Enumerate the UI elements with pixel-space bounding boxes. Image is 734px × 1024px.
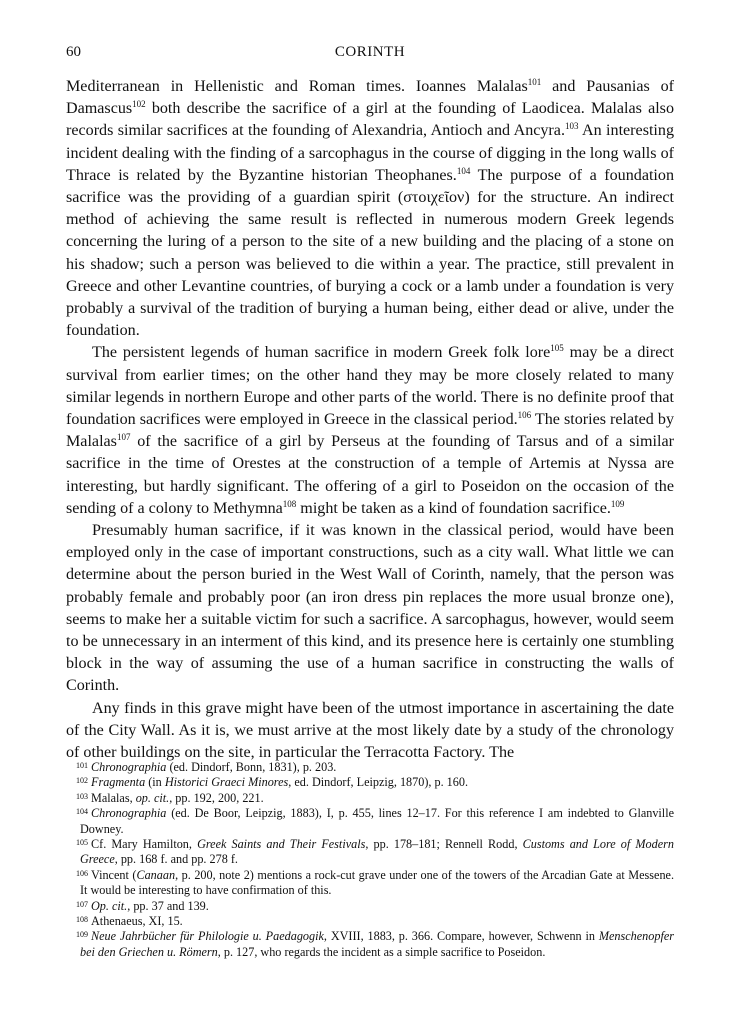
footnote-number: 104 <box>76 807 88 817</box>
text-run: , ed. Dindorf, Leipzig, 1870), p. 160. <box>288 775 468 790</box>
footnote-reference[interactable]: 106 <box>517 410 532 421</box>
text-run: both describe the sacrifice of a girl at the founding of Laodicea. Malalas also records similar sacrifices at the founding of Alexandria, Antioch and Ancyra. <box>66 100 674 140</box>
footnote-reference[interactable]: 103 <box>564 121 579 132</box>
text-run: The stories related by Malalas <box>66 411 674 451</box>
footnote-number: 107 <box>76 899 88 909</box>
footnote-reference[interactable]: 109 <box>610 498 625 509</box>
footnote-reference[interactable]: 101 <box>527 77 542 87</box>
footnote <box>66 775 674 790</box>
text-run: , XVIII, 1883, p. 366. Compare, however, Schwenn in <box>323 929 599 944</box>
italic-text: op. cit. <box>135 790 170 805</box>
body-text <box>66 76 674 764</box>
text-run: Mediterranean in Hellenistic and Roman times. Ioannes Malalas <box>66 78 528 95</box>
footnote <box>66 760 674 775</box>
footnote-reference[interactable]: 104 <box>456 165 471 176</box>
text-run: (ed. Dindorf, Bonn, 1831), p. 203. <box>166 760 337 774</box>
text-run: , pp. 178–181; Rennell Rodd, <box>365 837 523 852</box>
footnote <box>66 929 674 960</box>
footnote-reference[interactable]: 108 <box>282 498 297 509</box>
text-run: The purpose of a foundation sacrifice was the providing of a guardian spirit (στοιχεῖον) for the structure. An indirect method of achieving the same result is reflected in numerous modern Greek legends concerning the luring of a person to the site of a new building and the placing of a stone on his shadow; such a person was believed to die within a year. The practice, still prevalent in Greece and other Levantine countries, of burying a cock or a lamb under a foundation is very probably a survival of the tradition of burying a human being, either dead or alive, under the foundation. <box>66 166 674 340</box>
text-run: , pp. 168 f. and pp. 278 f. <box>114 852 238 867</box>
text-run: An interesting incident dealing with the finding of a sarcophagus in the course of digging in the long walls of Thrace is related by the Byzantine historian Theophanes. <box>66 122 674 184</box>
body-paragraph <box>66 342 674 520</box>
text-run: (in <box>145 775 165 790</box>
footnote-reference[interactable]: 102 <box>132 99 146 110</box>
body-paragraph <box>66 520 674 698</box>
footnote <box>66 868 674 899</box>
page-header <box>66 44 674 64</box>
footnotes <box>66 760 674 960</box>
footnote-number: 109 <box>76 930 88 940</box>
text-run: might be taken as a kind of foundation sacrifice. <box>296 499 611 517</box>
text-run: may be a direct survival from earlier times; on the other hand they may be more closely related to many similar legends in northern Europe and other parts of the world. There is no definite proof that foundation sacrifices were employed in Greece in the classical period. <box>66 344 674 429</box>
text-run: , p. 200, note 2) mentions a rock-cut grave under one of the towers of the Arcadian Gate at Messene. It would be interesting to have confirmation of this. <box>80 867 675 898</box>
footnote <box>66 914 674 929</box>
running-title: CORINTH <box>334 44 406 60</box>
text-run: Vincent ( <box>91 867 137 882</box>
footnote <box>66 899 674 914</box>
italic-text: Chronographia <box>91 760 167 774</box>
italic-text: Chronographia <box>91 806 167 821</box>
footnote-number: 101 <box>76 761 88 770</box>
text-run: The persistent legends of human sacrifice in modern Greek folk lore <box>92 344 551 362</box>
text-run: of the sacrifice of a girl by Perseus at the founding of Tarsus and of a similar sacrifice in the time of Orestes at the construction of a temple of Artemis at Nyssa are interesting, but hardly significant. The offering of a girl to Poseidon on the occasion of the sending of a colony to Methymna <box>66 433 674 517</box>
italic-text: Neue Jahrbücher für Philologie u. Paedagogik <box>91 929 324 944</box>
footnote <box>66 791 674 806</box>
footnote <box>66 837 674 868</box>
text-run: Cf. Mary Hamilton, <box>91 837 198 852</box>
page-number: 60 <box>66 44 81 60</box>
footnote-number: 108 <box>76 915 88 925</box>
footnote-reference[interactable]: 105 <box>550 343 564 354</box>
text-run: Presumably human sacrifice, if it was known in the classical period, would have been employed only in the case of important constructions, such as a city wall. What little we can determine about the person buried in the West Wall of Corinth, namely, that the person was probably female and probably poor (an iron dress pin replaces the more usual bronze one), seems to make her a suitable victim for such a sacrifice. A sarcophagus, however, would seem to be unnecessary in an interment of this kind, and its presence here is certainly one stumbling block in the way of assuming the use of a human sacrifice in constructing the walls of Corinth. <box>66 522 674 695</box>
italic-text: Canaan <box>136 867 176 882</box>
text-run: , pp. 37 and 139. <box>127 898 209 913</box>
body-paragraph <box>66 76 674 342</box>
footnote-number: 105 <box>76 838 88 848</box>
italic-text: Menschenopfer bei den Griechen u. Römern <box>80 929 674 959</box>
footnote-number: 106 <box>76 868 88 878</box>
body-paragraph <box>66 698 674 765</box>
footnote-reference[interactable]: 107 <box>116 432 131 443</box>
text-run: Athenaeus, XI, 15. <box>91 914 183 929</box>
text-run: , pp. 192, 200, 221. <box>169 790 264 805</box>
italic-text: Customs and Lore of Modern Greece <box>80 837 674 867</box>
text-run: and Pausanias of Damascus <box>66 78 675 118</box>
text-run: , p. 127, who regards the incident as a simple sacrifice to Poseidon. <box>217 944 546 959</box>
italic-text: Greek Saints and Their Festivals <box>197 837 366 852</box>
text-run: Malalas, <box>91 790 136 805</box>
italic-text: Op. cit. <box>91 898 128 913</box>
footnote-number: 102 <box>76 776 88 786</box>
text-run: Any finds in this grave might have been of the utmost importance in ascertaining the date of the City Wall. As it is, we must arrive at the most likely date by a study of the chronology of other buildings on the site, in particular the Terracotta Factory. The <box>66 699 674 762</box>
footnote-number: 103 <box>76 791 88 801</box>
italic-text: Fragmenta <box>91 775 146 790</box>
italic-text: Historici Graeci Minores <box>164 775 289 790</box>
footnote <box>66 806 674 837</box>
text-run: (ed. De Boor, Leipzig, 1883), I, p. 455, lines 12–17. For this reference I am indebted to Glanville Downey. <box>80 806 674 836</box>
